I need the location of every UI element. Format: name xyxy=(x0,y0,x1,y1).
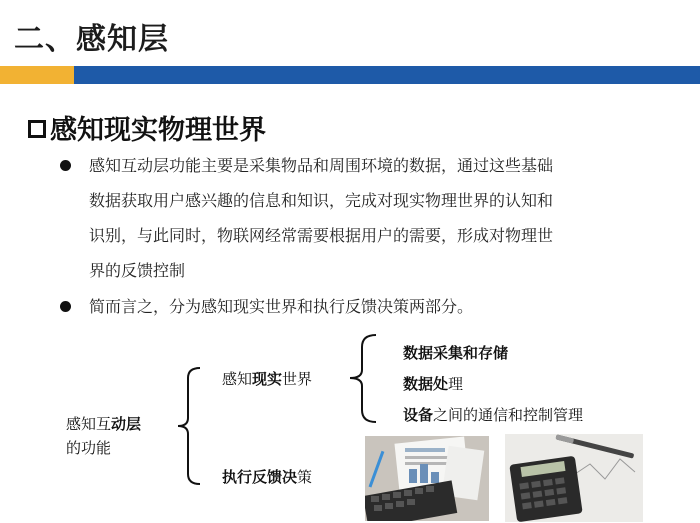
bullet-text: 简而言之，分为感知现实世界和执行反馈决策两部分。 xyxy=(89,297,474,316)
section-heading xyxy=(28,108,266,147)
photo-documents-keyboard xyxy=(365,436,489,521)
square-bullet-icon xyxy=(28,120,46,138)
page-title: 二、感知层 xyxy=(14,22,169,57)
section-heading-text: 感知现实物理世界 xyxy=(50,115,266,146)
title-bar-accent xyxy=(0,66,74,84)
root-label: 感知互动层 的功能 xyxy=(66,415,142,457)
leaf-data-collection: 数据采集和存储 xyxy=(403,344,509,362)
branch-perception-label: 感知现实世界 xyxy=(222,370,313,388)
documents-keyboard-image xyxy=(365,436,489,521)
calculator-pen-image xyxy=(505,434,643,522)
bullet-item xyxy=(60,289,669,324)
bullet-dot-icon xyxy=(60,160,71,171)
bullet-text: 感知互动层功能主要是采集物品和周围环境的数据，通过这些基础 数据获取用户感兴趣的信息和知识，完成对现实物理世界的认知和 识别，与此同时，物联网经常需要根据用户的需要，形成对物理世 界的反馈控制 xyxy=(89,156,554,280)
leaf-device-communication: 设备之间的通信和控制管理 xyxy=(403,406,584,424)
function-diagram xyxy=(0,330,700,523)
bullet-item xyxy=(60,148,669,288)
leaf-data-processing: 数据处理 xyxy=(403,375,464,393)
branch-feedback-label: 执行反馈决策 xyxy=(222,468,313,486)
bullet-dot-icon xyxy=(60,301,71,312)
photo-calculator-pen xyxy=(505,434,643,522)
title-bar xyxy=(74,66,700,84)
